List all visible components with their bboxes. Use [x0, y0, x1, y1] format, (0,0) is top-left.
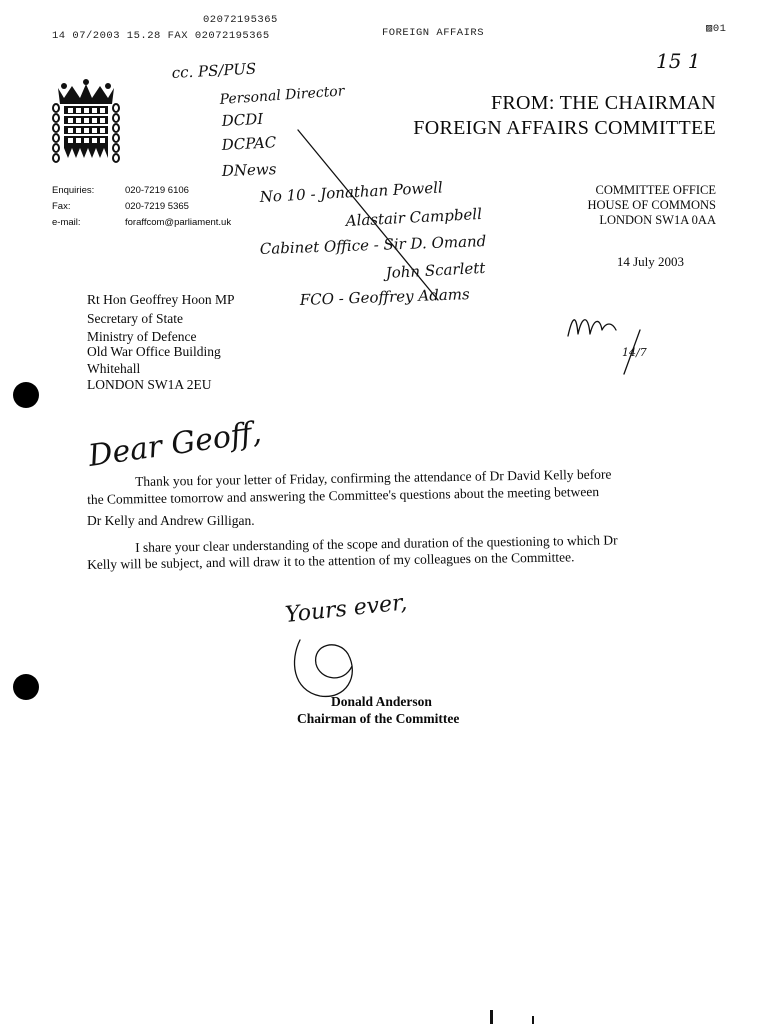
signatory-title: Chairman of the Committee: [297, 711, 460, 726]
handwritten-cc-line: cc. PS/PUS: [171, 59, 257, 82]
handwritten-distribution-line: Cabinet Office - Sir D. Omand: [259, 232, 487, 258]
recipient-address-line: Old War Office Building: [87, 344, 221, 359]
handwritten-initials-date: 14/7: [622, 346, 647, 359]
handwritten-cc-line: DCPAC: [221, 133, 277, 154]
contact-fax-label: Fax:: [52, 201, 71, 212]
handwritten-distribution-line: John Scarlett: [385, 258, 486, 282]
handwritten-distribution-line: FCO - Geoffrey Adams: [299, 285, 470, 309]
body-paragraph-line: I share your clear understanding of the scope and duration of the questioning to which Dr: [135, 532, 618, 555]
handwritten-signature: [295, 640, 353, 696]
handwritten-distribution-line: Alastair Campbell: [345, 204, 483, 230]
letter-date: 14 July 2003: [616, 254, 684, 269]
office-address-line: COMMITTEE OFFICE: [595, 183, 716, 197]
body-paragraph-line: the Committee tomorrow and answering the Committee's questions about the meeting between: [87, 483, 600, 507]
office-address-line: LONDON SW1A 0AA: [599, 213, 716, 227]
contact-fax-value: 020-7219 5365: [125, 201, 189, 212]
handwritten-cc-line: DCDI: [221, 109, 264, 130]
recipient-address-line: Whitehall: [87, 361, 141, 376]
handwritten-initials: [568, 320, 616, 336]
handwritten-cc-line: DNews: [221, 160, 277, 180]
body-paragraph-line: Dr Kelly and Andrew Gilligan.: [87, 513, 255, 528]
handwritten-closing: Yours ever,: [284, 590, 409, 628]
handwritten-cc-line: Personal Director: [219, 83, 345, 108]
signatory-name: Donald Anderson: [331, 694, 432, 709]
body-paragraph-line: Kelly will be subject, and will draw it to the attention of my colleagues on the Committee.: [87, 549, 575, 572]
scan-artifact: [532, 1016, 534, 1024]
recipient-name: Rt Hon Geoffrey Hoon MP: [87, 292, 235, 307]
scan-artifact: [490, 1010, 493, 1024]
recipient-title: Secretary of State: [87, 311, 183, 326]
handwritten-corner-note: 15 1: [656, 49, 701, 73]
fax-number-top: 02072195365: [203, 14, 278, 26]
fax-transmission-line: 14 07/2003 15.28 FAX 02072195365: [52, 30, 270, 42]
contact-enquiries-label: Enquiries:: [52, 185, 95, 196]
fax-page-marker: ▨01: [706, 23, 727, 35]
body-paragraph-line: Thank you for your letter of Friday, confirming the attendance of Dr David Kelly before: [135, 466, 612, 489]
handwritten-distribution-line: No 10 - Jonathan Powell: [259, 178, 444, 206]
contact-enquiries-value: 020-7219 6106: [125, 185, 189, 196]
recipient-address-line: Ministry of Defence: [87, 329, 197, 344]
letterhead-committee-name: FOREIGN AFFAIRS COMMITTEE: [413, 117, 716, 139]
handwritten-salutation: Dear Geoff,: [86, 415, 264, 474]
contact-email-label: e-mail:: [52, 217, 81, 228]
letterhead-from-line: FROM: THE CHAIRMAN: [490, 92, 716, 114]
contact-email-value: foraffcom@parliament.uk: [125, 217, 232, 228]
recipient-postcode-line: LONDON SW1A 2EU: [87, 377, 212, 392]
office-address-line: HOUSE OF COMMONS: [587, 198, 716, 212]
fax-sender-label: FOREIGN AFFAIRS: [382, 27, 485, 39]
